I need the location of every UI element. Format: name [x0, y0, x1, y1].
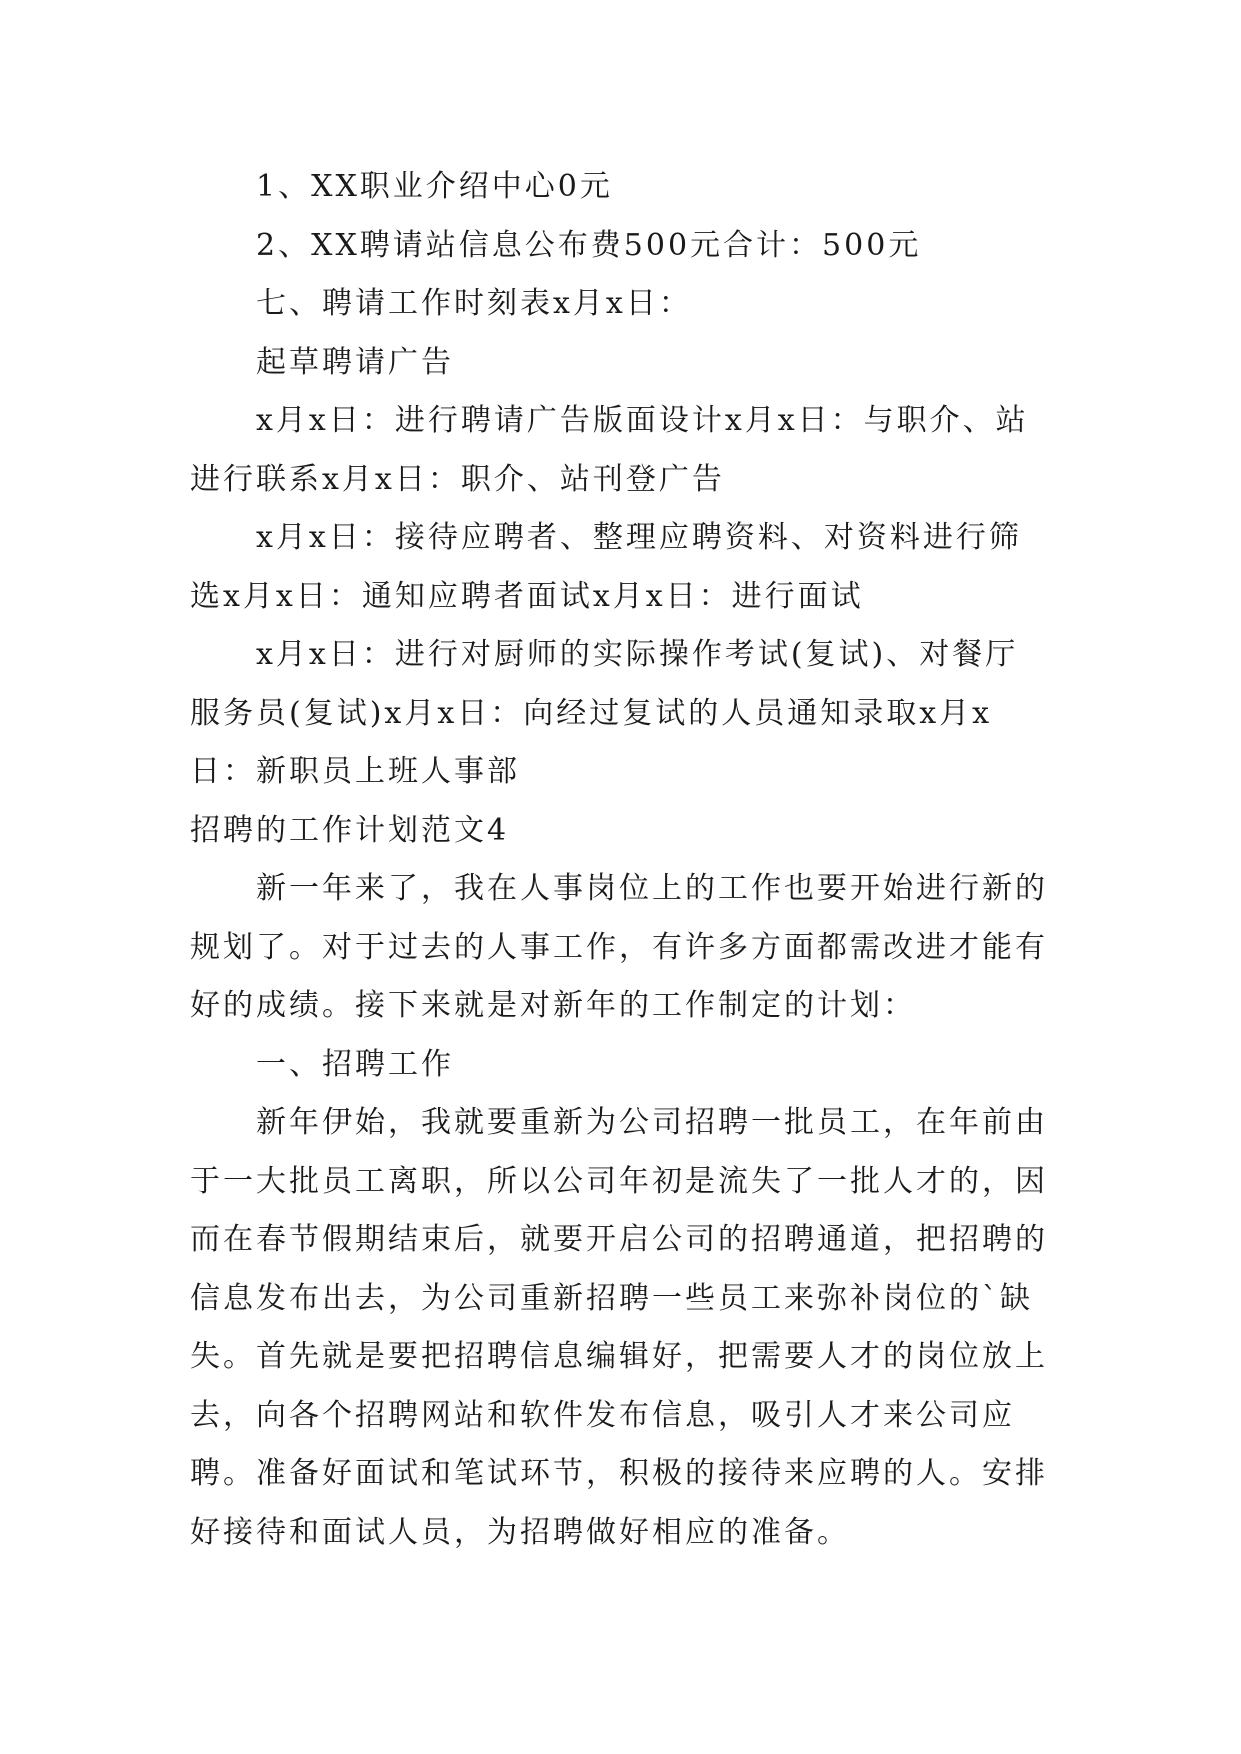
paragraph-intro: 新一年来了，我在人事岗位上的工作也要开始进行新的规划了。对于过去的人事工作，有许多方面都需改进才能有好的成绩。接下来就是对新年的工作制定的计划：	[190, 871, 1048, 1023]
paragraph-schedule-design: x月x日：进行聘请广告版面设计x月x日：与职介、站进行联系x月x日：职介、站刊登广告	[190, 403, 1029, 497]
paragraph-cost-item-1: 1、XX职业介绍中心0元	[256, 169, 613, 204]
section-title: 招聘的工作计划范文4	[190, 812, 510, 848]
document-body	[190, 158, 1050, 1562]
paragraph-schedule-screening: x月x日：接待应聘者、整理应聘资料、对资料进行筛选x月x日：通知应聘者面试x月x日：进行面试	[190, 520, 1022, 614]
paragraph-schedule-heading: 七、聘请工作时刻表x月x日：	[256, 286, 692, 321]
paragraph-schedule-retest: x月x日：进行对厨师的实际操作考试(复试)、对餐厅服务员(复试)x月x日：向经过复试的人员通知录取x月x日：新职员上班人事部	[190, 637, 1019, 789]
paragraph-heading-recruitment: 一、招聘工作	[256, 1046, 454, 1082]
paragraph-cost-item-2: 2、XX聘请站信息公布费500元合计：500元	[256, 227, 922, 263]
paragraph-draft-ad: 起草聘请广告	[256, 344, 454, 380]
paragraph-recruitment-body: 新年伊始，我就要重新为公司招聘一批员工，在年前由于一大批员工离职，所以公司年初是流失了一批人才的，因而在春节假期结束后，就要开启公司的招聘通道，把招聘的信息发布出去，为公司重新招聘一些员工来弥补岗位的`缺失。首先就是要把招聘信息编辑好，把需要人才的岗位放上去，向各个招聘网站和软件发布信息，吸引人才来公司应聘。准备好面试和笔试环节，积极的接待来应聘的人。安排好接待和面试人员，为招聘做好相应的准备。	[190, 1105, 1048, 1550]
